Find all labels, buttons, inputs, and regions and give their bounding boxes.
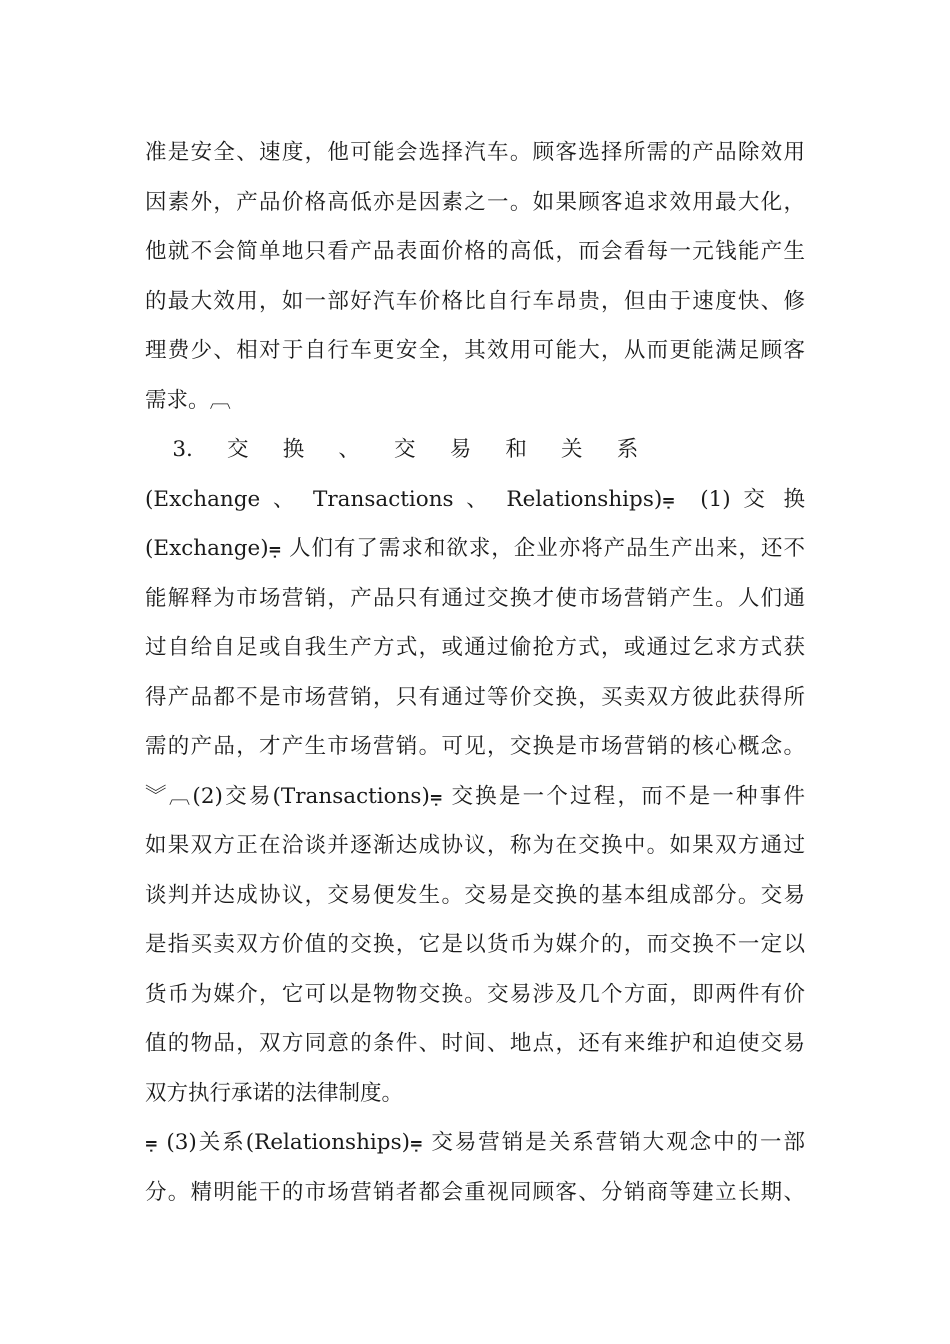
text-line: 因素外，产品价格高低亦是因素之一。如果顾客追求效用最大化，	[145, 190, 805, 215]
text-line: 得产品都不是市场营销，只有通过等价交换，买卖双方彼此获得所	[145, 685, 805, 710]
text-line: 需求。︹	[145, 388, 232, 413]
text-line: (Exchange)⩦ 人们有了需求和欲求，企业亦将产品生产出来，还不	[145, 536, 805, 561]
section-heading-line: 3. 交 换 、 交 易 和 关 系	[145, 437, 639, 462]
text-line: 分。精明能干的市场营销者都会重视同顾客、分销商等建立长期、	[145, 1180, 805, 1205]
text-line: 如果双方正在洽谈并逐渐达成协议，称为在交换中。如果双方通过	[145, 833, 805, 858]
text-line: 谈判并达成协议，交易便发生。交易是交换的基本组成部分。交易	[145, 883, 805, 908]
text-line: 是指买卖双方价值的交换，它是以货币为媒介的，而交换不一定以	[145, 932, 805, 957]
text-line: 货币为媒介，它可以是物物交换。交易涉及几个方面，即两件有价	[145, 982, 805, 1007]
text-line: (Exchange 、 Transactions 、 Relationships)⩦ (1) 交 换	[145, 487, 805, 512]
text-line: 理费少、相对于自行车更安全，其效用可能大，从而更能满足顾客	[145, 338, 805, 363]
text-line: 准是安全、速度，他可能会选择汽车。顾客选择所需的产品除效用	[145, 140, 805, 165]
text-line: 需的产品，才产生市场营销。可见，交换是市场营销的核心概念。	[145, 734, 805, 759]
text-line: 双方执行承诺的法律制度。	[145, 1081, 404, 1106]
text-line: 能解释为市场营销，产品只有通过交换才使市场营销产生。人们通	[145, 586, 805, 611]
text-line: ⩦ (3)关系(Relationships)⩦ 交易营销是关系营销大观念中的一部	[145, 1130, 805, 1155]
text-line: 他就不会简单地只看产品表面价格的高低，而会看每一元钱能产生	[145, 239, 805, 264]
text-line: 值的物品，双方同意的条件、时间、地点，还有来维护和迫使交易	[145, 1031, 805, 1056]
text-line: ︾︹(2)交易(Transactions)⩦ 交换是一个过程，而不是一种事件	[145, 784, 805, 809]
text-line: 的最大效用，如一部好汽车价格比自行车昂贵，但由于速度快、修	[145, 289, 805, 314]
text-line: 过自给自足或自我生产方式，或通过偷抢方式，或通过乞求方式获	[145, 635, 805, 660]
